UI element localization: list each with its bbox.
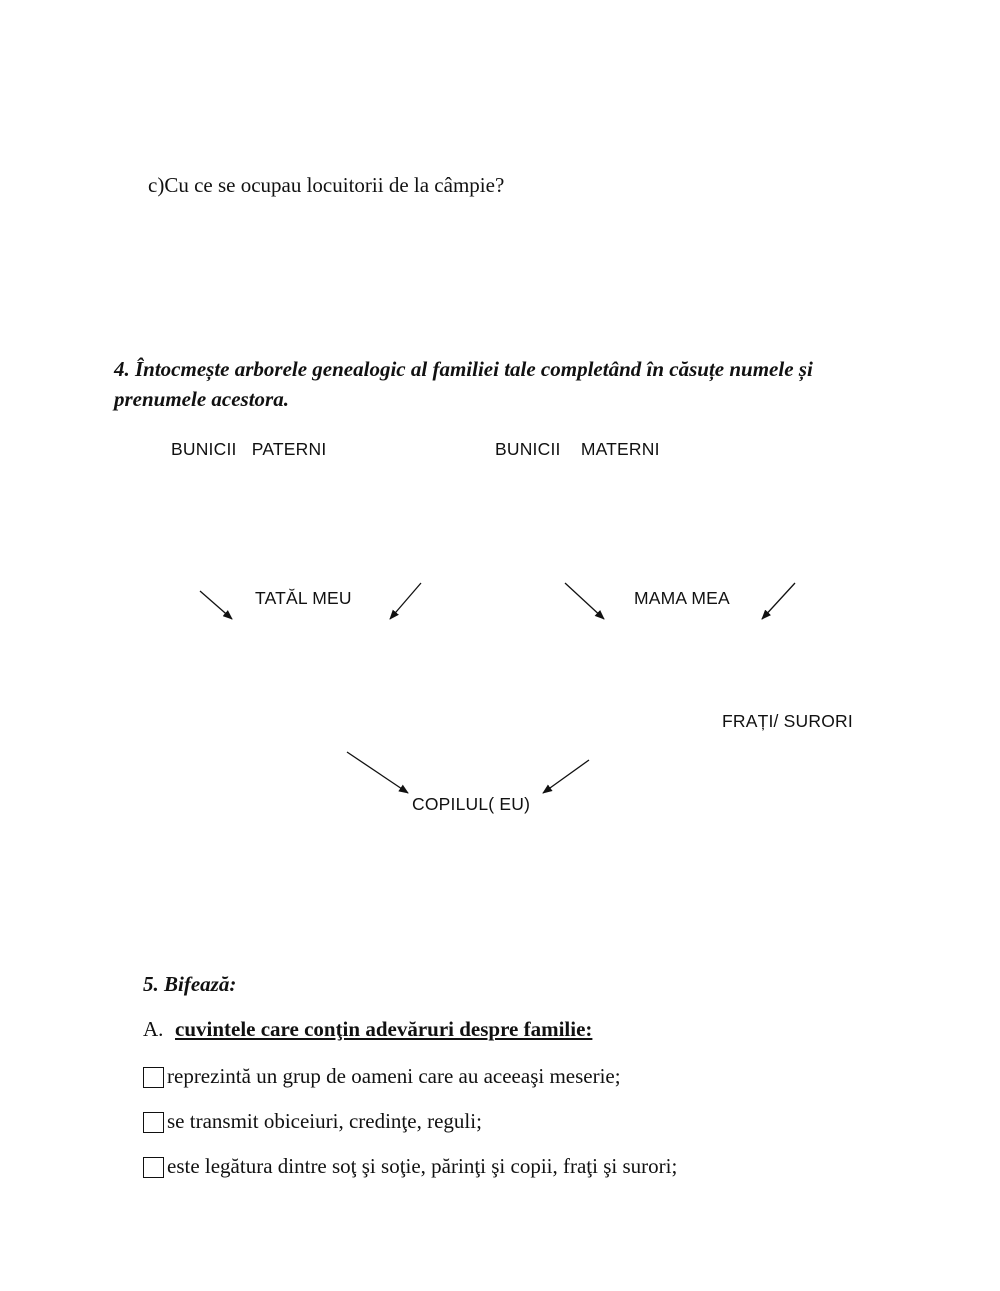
paternal-grandparents-label: BUNICII PATERNI xyxy=(171,439,327,459)
checkbox[interactable] xyxy=(143,1067,164,1088)
option-text: este legătura dintre soţ şi soţie, părinţi şi copii, fraţi şi surori; xyxy=(167,1154,678,1178)
exercise-5-subtitle xyxy=(143,1017,592,1042)
option-row xyxy=(143,1109,482,1134)
arrow-to-child-left xyxy=(347,752,408,793)
subtitle-letter: A. xyxy=(143,1017,164,1041)
arrow-to-father-right xyxy=(390,583,421,619)
siblings-label: FRAȚI/ SURORI xyxy=(722,711,853,731)
checkbox[interactable] xyxy=(143,1112,164,1133)
subtitle-text: cuvintele care conţin adevăruri despre familie: xyxy=(175,1017,593,1041)
child-label: COPILUL( EU) xyxy=(412,794,531,814)
option-text: se transmit obiceiuri, credinţe, reguli; xyxy=(167,1109,482,1133)
exercise-5-title: 5. Bifează: xyxy=(143,972,237,996)
arrow-to-mother-left xyxy=(565,583,604,619)
maternal-grandparents-label: BUNICII MATERNI xyxy=(495,439,660,459)
mother-label: MAMA MEA xyxy=(634,588,730,608)
arrow-to-child-right xyxy=(543,760,589,793)
exercise-4-title: 4. Întocmește arborele genealogic al familiei tale completând în căsuțe numele și prenumele acestora. xyxy=(114,357,813,411)
father-label: TATĂL MEU xyxy=(255,588,352,608)
option-text: reprezintă un grup de oameni care au aceeaşi meserie; xyxy=(167,1064,621,1088)
arrow-to-mother-right xyxy=(762,583,795,619)
option-row xyxy=(143,1154,677,1179)
option-row xyxy=(143,1064,621,1089)
arrow-to-father-left xyxy=(200,591,232,619)
checkbox[interactable] xyxy=(143,1157,164,1178)
question-c: c)Cu ce se ocupau locuitorii de la câmpie? xyxy=(148,173,505,197)
